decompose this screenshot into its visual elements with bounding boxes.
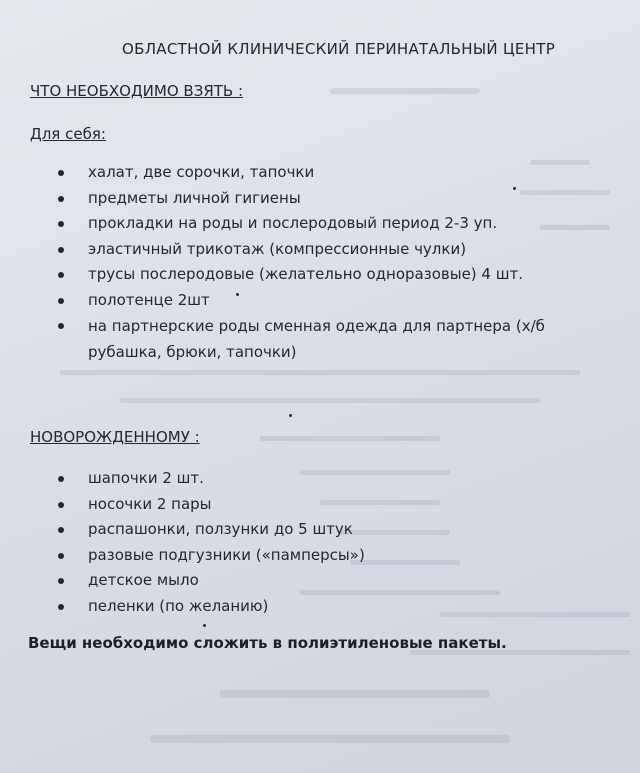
packing-note: Вещи необходимо сложить в полиэтиленовые пакеты.	[28, 634, 507, 652]
list-item: разовые подгузники («памперсы»)	[58, 543, 365, 569]
list-item: детское мыло	[58, 568, 365, 594]
list-item: халат, две сорочки, тапочки	[58, 160, 608, 186]
ink-speck	[513, 187, 516, 190]
newborn-list	[58, 466, 365, 619]
ink-speck	[289, 414, 292, 417]
list-item: распашонки, ползунки до 5 штук	[58, 517, 365, 543]
list-item: шапочки 2 шт.	[58, 466, 365, 492]
bullet-icon	[58, 604, 64, 610]
bullet-icon	[58, 476, 64, 482]
list-item: прокладки на роды и послеродовый период 2-3 уп.	[58, 211, 608, 237]
bullet-icon	[58, 553, 64, 559]
bullet-icon	[58, 272, 64, 278]
list-item: пеленки (по желанию)	[58, 594, 365, 620]
document-title: ОБЛАСТНОЙ КЛИНИЧЕСКИЙ ПЕРИНАТАЛЬНЫЙ ЦЕНТР	[122, 40, 556, 58]
bullet-icon	[58, 221, 64, 227]
bullet-icon	[58, 298, 64, 304]
bullet-icon	[58, 323, 64, 329]
bullet-icon	[58, 502, 64, 508]
bullet-icon	[58, 247, 64, 253]
list-item: на партнерские роды сменная одежда для партнера (х/б рубашка, брюки, тапочки)	[58, 313, 608, 365]
bullet-icon	[58, 527, 64, 533]
ink-speck	[236, 293, 239, 296]
list-item: трусы послеродовые (желательно одноразовые) 4 шт.	[58, 262, 608, 288]
bullet-icon	[58, 196, 64, 202]
bullet-icon	[58, 170, 64, 176]
bullet-icon	[58, 578, 64, 584]
what-to-bring-heading: ЧТО НЕОБХОДИМО ВЗЯТЬ :	[30, 82, 244, 100]
list-item: носочки 2 пары	[58, 492, 365, 518]
for-self-heading: Для себя:	[30, 125, 106, 143]
list-item: предметы личной гигиены	[58, 186, 608, 212]
list-item: эластичный трикотаж (компрессионные чулки)	[58, 237, 608, 263]
ink-speck	[203, 624, 206, 627]
list-item: полотенце 2шт	[58, 288, 608, 314]
newborn-heading: НОВОРОЖДЕННОМУ :	[30, 428, 200, 446]
for-self-list	[58, 160, 608, 365]
